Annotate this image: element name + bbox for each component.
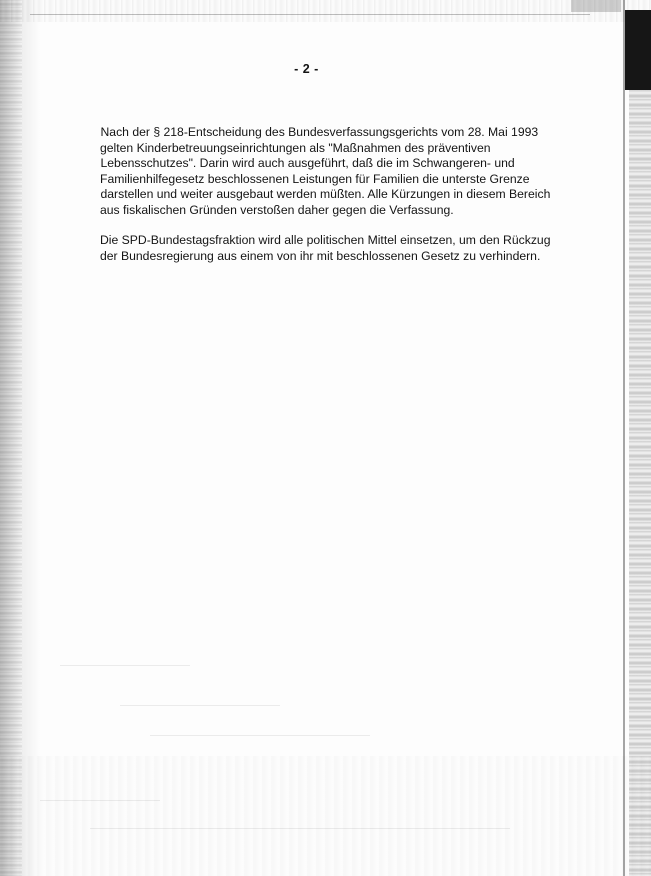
scan-edge-left	[0, 0, 22, 876]
bleed-through-line	[40, 800, 160, 801]
scan-mark-top-right	[571, 0, 621, 12]
text-line: gelten Kinderbetreuungseinrichtungen als "Maßnahmen des präventiven	[100, 140, 491, 155]
text-line: Die SPD-Bundestagsfraktion wird alle politischen Mittel einsetzen, um den Rückzug	[100, 233, 551, 247]
paragraph-1	[100, 125, 551, 218]
text-line: aus fiskalischen Gründen verstoßen daher gegen die Verfassung.	[100, 202, 454, 217]
bleed-through-line	[90, 828, 510, 829]
text-line: Familienhilfegesetz beschlossenen Leistungen für Familien die unterste Grenze	[100, 171, 530, 186]
page-number: - 2 -	[294, 62, 319, 76]
text-line: darstellen und weiter ausgebaut werden müßten. Alle Kürzungen in diesem Bereich	[100, 187, 551, 201]
scan-line-right	[623, 0, 625, 876]
text-line: Nach der § 218-Entscheidung des Bundesverfassungsgerichts vom 28. Mai 1993	[100, 125, 539, 139]
bleed-through-line	[120, 705, 280, 706]
scan-shadow-left	[22, 0, 40, 876]
bleed-through-line	[60, 665, 190, 666]
body-text	[100, 125, 551, 279]
text-line: Lebensschutzes". Darin wird auch ausgeführt, daß die im Schwangeren- und	[100, 156, 515, 170]
scan-line-top	[30, 14, 590, 15]
bleed-through-line	[150, 735, 370, 736]
paragraph-2	[100, 233, 551, 264]
scan-noise-bottom	[0, 756, 651, 876]
text-line: der Bundesregierung aus einem von ihr mit beschlossenen Gesetz zu verhindern.	[100, 248, 541, 263]
scan-edge-top	[0, 0, 651, 22]
scan-edge-right-dark	[625, 10, 651, 90]
